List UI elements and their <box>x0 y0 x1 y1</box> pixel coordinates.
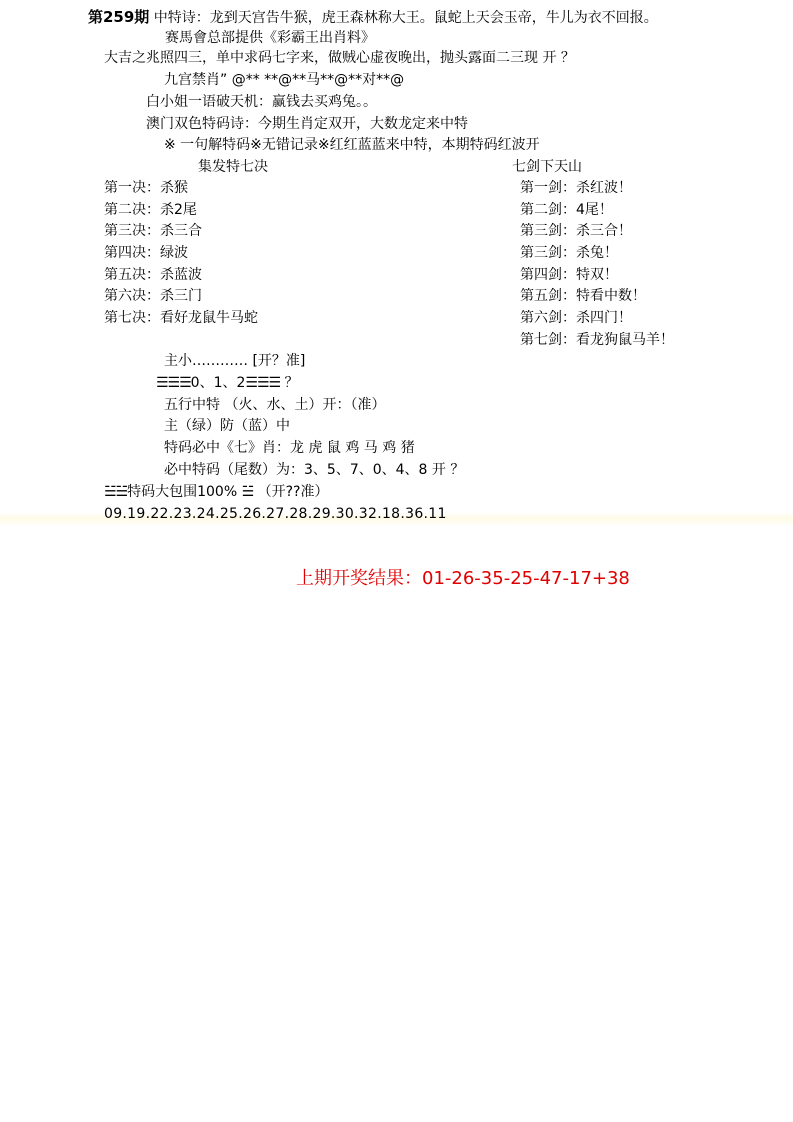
riddle-line-2: 九宫禁肖” @** **@**马**@**对**@ <box>164 72 405 88</box>
list-item: 第五剑：特看中数！ <box>520 288 646 304</box>
trigram-bars-icon: ☱☱ <box>104 484 128 500</box>
list-item: 第六决：杀三门 <box>104 288 202 304</box>
last-result: 上期开奖结果：01-26-35-25-47-17+38 <box>296 568 630 589</box>
list-item: 第四剑：特双！ <box>520 267 618 283</box>
left-column-title: 集发特七决 <box>198 159 268 175</box>
package-line <box>104 481 328 503</box>
list-item: 第四决：绿波 <box>104 245 188 261</box>
package-status: （开??准） <box>257 484 329 500</box>
digit-prediction-suffix: ？ <box>284 375 299 391</box>
provider-line: 赛馬會总部提供《彩霸王出肖料》 <box>165 30 375 46</box>
list-item: 第五决：杀蓝波 <box>104 267 202 283</box>
riddle-line-4: 澳门双色特码诗：今期生肖定双开，大数龙定来中特 <box>146 116 468 132</box>
list-item: 第二决：杀2尾 <box>104 202 197 218</box>
color-prediction: 主（绿）防（蓝）中 <box>164 418 290 434</box>
list-item: 第三剑：杀兔！ <box>520 245 618 261</box>
package-label: 特码大包围100% <box>127 484 238 500</box>
riddle-line-5: ※ 一句解特码※无错记录※红红蓝蓝来中特，本期特码红波开 <box>164 137 540 153</box>
trigram-bars-icon: ☰☰☰ <box>245 375 281 391</box>
digit-prediction: 0、1、2 <box>190 375 246 391</box>
digit-prediction-line <box>156 372 299 394</box>
right-column-title: 七剑下天山 <box>512 159 582 175</box>
list-item: 第一决：杀猴 <box>104 180 188 196</box>
trigram-bar-icon: ☱ <box>241 484 254 500</box>
wuxing-prediction: 五行中特 （火、水、土）开：（准） <box>164 397 386 413</box>
list-item: 第六剑：杀四门！ <box>520 310 632 326</box>
riddle-line-3: 白小姐一语破天机：赢钱去买鸡兔。。 <box>146 94 377 110</box>
list-item: 第七决：看好龙鼠牛马蛇 <box>104 310 258 326</box>
size-prediction: 主小………… [开？准] <box>164 353 306 369</box>
special-poem: 中特诗：龙到天宫告牛猴，虎王森林称大王。鼠蛇上天会玉帝，牛儿为衣不回报。 <box>153 10 658 26</box>
trigram-bars-icon: ☰☰☰ <box>156 375 191 391</box>
list-item: 第七剑：看龙狗鼠马羊！ <box>520 332 674 348</box>
zodiac-prediction: 特码必中《七》肖：龙 虎 鼠 鸡 马 鸡 猪 <box>164 440 415 456</box>
list-item: 第三剑：杀三合！ <box>520 223 632 239</box>
riddle-line-1: 大吉之兆照四三，单中求码七字来，做贼心虚夜晚出，抛头露面二三现 开 ？ <box>104 50 575 66</box>
issue-number: 第259期 <box>88 8 150 26</box>
list-item: 第一剑：杀红波！ <box>520 180 632 196</box>
issue-header-line <box>88 6 658 29</box>
list-item: 第二剑：4尾！ <box>520 202 613 218</box>
list-item: 第三决：杀三合 <box>104 223 202 239</box>
tail-prediction: 必中特码（尾数）为：3、5、7、0、4、8 开 ？ <box>164 462 465 478</box>
number-list: 09.19.22.23.24.25.26.27.28.29.30.32.18.36.11 <box>104 506 447 522</box>
